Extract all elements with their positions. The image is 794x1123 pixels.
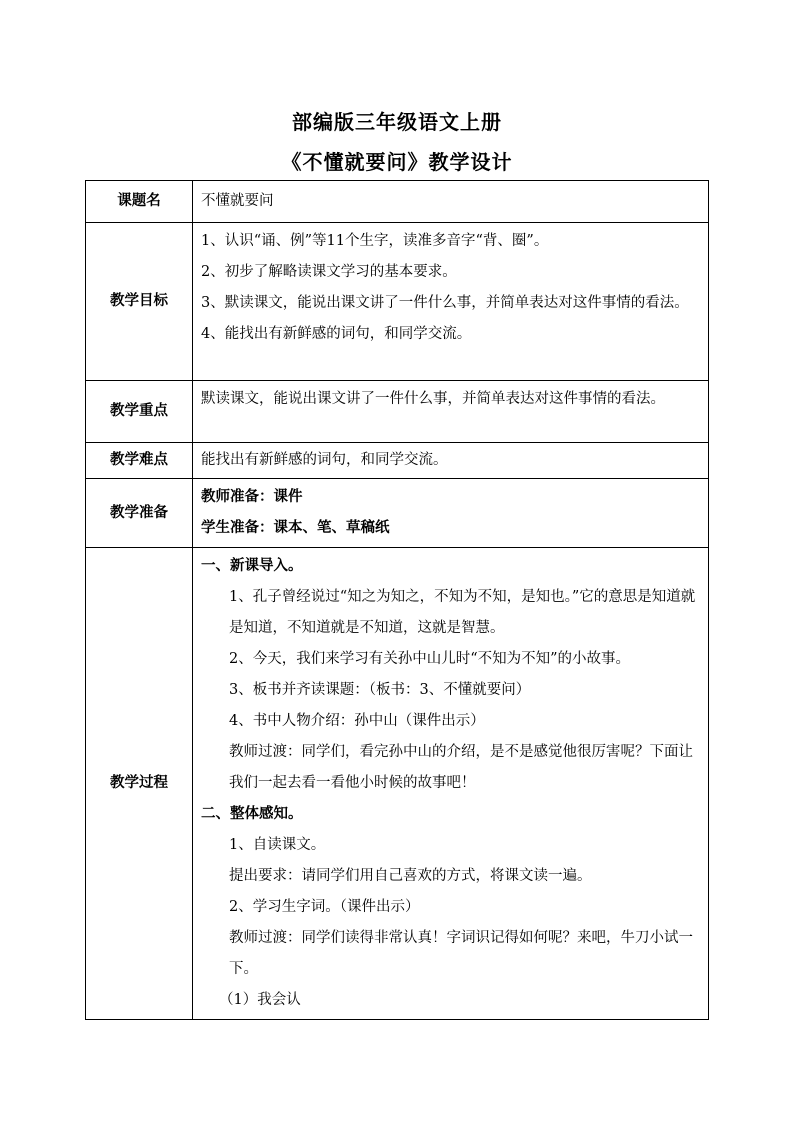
process-paragraph: 1、自读课文。	[229, 837, 326, 853]
section-title: 二、整体感知。	[201, 806, 303, 822]
topic-label: 课题名	[86, 181, 193, 223]
preparation-content	[193, 479, 709, 548]
objective-item: 1、认识“诵、例”等11个生字，读准多音字“背、圈”。	[201, 233, 549, 249]
process-paragraph: （1）我会认	[219, 992, 301, 1008]
process-paragraph: 4、书中人物介绍：孙中山（课件出示）	[229, 713, 485, 729]
section-title: 一、新课导入。	[201, 558, 303, 574]
key-points-row	[86, 381, 709, 443]
topic-value: 不懂就要问	[193, 181, 709, 223]
topic-row	[86, 181, 709, 223]
process-row	[86, 548, 709, 1020]
process-paragraph: 教师过渡：同学们读得非常认真！字词识记得如何呢？来吧，牛刀小试一下。	[229, 930, 693, 977]
objective-item: 2、初步了解略读课文学习的基本要求。	[201, 264, 457, 280]
process-paragraph: 1、孔子曾经说过“知之为知之，不知为不知，是知也。”它的意思是知道就是知道，不知道就是不知道，这就是智慧。	[229, 589, 696, 636]
teacher-preparation: 教师准备：课件	[201, 489, 303, 505]
process-label: 教学过程	[86, 548, 193, 1020]
process-content	[193, 548, 709, 1020]
key-points-label: 教学重点	[86, 381, 193, 443]
objectives-label: 教学目标	[86, 223, 193, 381]
objectives-content	[193, 223, 709, 381]
process-paragraph: 2、学习生字词。（课件出示）	[229, 899, 420, 915]
difficulties-label: 教学难点	[86, 443, 193, 479]
process-paragraph: 教师过渡：同学们，看完孙中山的介绍，是不是感觉他很厉害呢？下面让我们一起去看一看他小时候的故事吧！	[229, 744, 693, 791]
student-preparation: 学生准备：课本、笔、草稿纸	[201, 520, 390, 536]
lesson-plan-table	[85, 180, 709, 1020]
document-title-line2: 《不懂就要问》教学设计	[281, 150, 513, 174]
document-title-line1: 部编版三年级语文上册	[292, 110, 502, 134]
objectives-row	[86, 223, 709, 381]
objective-item: 3、默读课文，能说出课文讲了一件什么事，并简单表达对这件事情的看法。	[201, 295, 689, 311]
difficulties-row	[86, 443, 709, 479]
process-paragraph: 2、今天，我们来学习有关孙中山儿时“不知为不知”的小故事。	[229, 651, 631, 667]
process-paragraph: 3、板书并齐读课题：（板书：3、不懂就要问）	[229, 682, 531, 698]
process-paragraph: 提出要求：请同学们用自己喜欢的方式，将课文读一遍。	[229, 868, 592, 884]
key-points-text: 默读课文，能说出课文讲了一件什么事，并简单表达对这件事情的看法。	[193, 381, 709, 443]
preparation-label: 教学准备	[86, 479, 193, 548]
preparation-row	[86, 479, 709, 548]
difficulties-text: 能找出有新鲜感的词句，和同学交流。	[193, 443, 709, 479]
objective-item: 4、能找出有新鲜感的词句，和同学交流。	[201, 326, 472, 342]
